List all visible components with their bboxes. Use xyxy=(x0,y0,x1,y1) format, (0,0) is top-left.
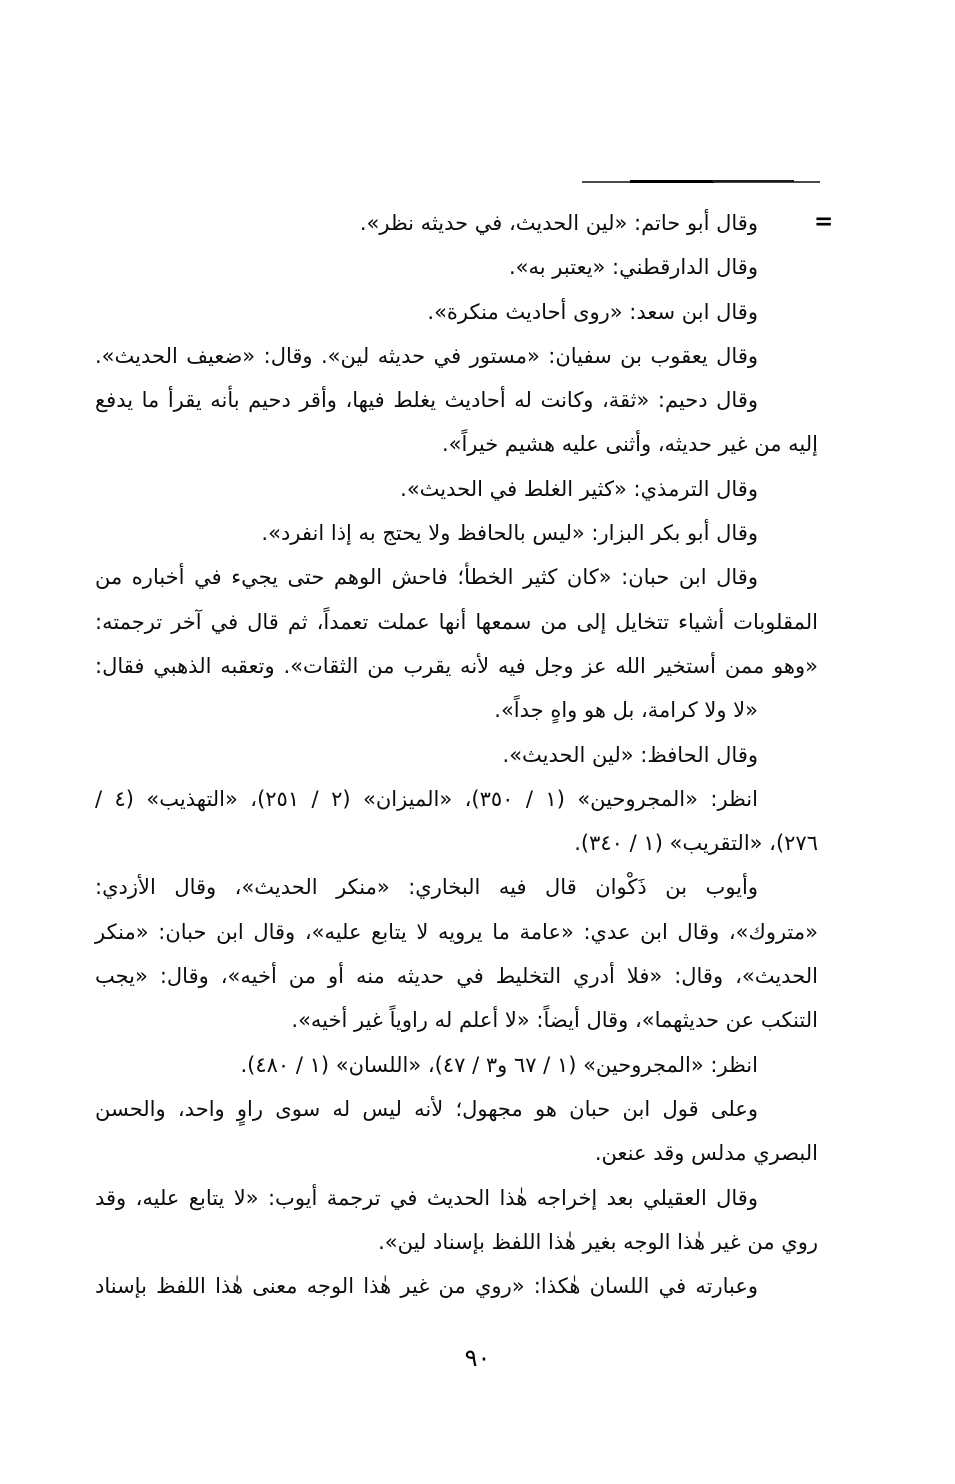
text-line: وقال أبو بكر البزار: «ليس بالحافظ ولا يحتج به إذا انفرد». xyxy=(261,521,758,546)
text-line: البصري مدلس وقد عنعن. xyxy=(594,1141,818,1166)
text-line: الحديث»، وقال: «فلا أدري التخليط في حديثه منه أو من أخيه»، وقال: «يجب xyxy=(95,964,818,989)
text-line: وقال يعقوب بن سفيان: «مستور في حديثه لين». وقال: «ضعيف الحديث». xyxy=(95,343,758,368)
text-line: وقال الحافظ: «لين الحديث». xyxy=(502,742,758,767)
text-line: انظر: «المجروحين» (١ / ٦٧ و٣ / ٤٧)، «اللسان» (١ / ٤٨٠). xyxy=(240,1052,758,1077)
text-line: انظر: «المجروحين» (١ / ٣٥٠)، «الميزان» (٢ / ٢٥١)، «التهذيب» (٤ / xyxy=(95,786,758,811)
text-line: «لا ولا كرامة، بل هو واهٍ جداً». xyxy=(494,698,758,723)
text-line: وقال الدارقطني: «يعتبر به». xyxy=(509,255,758,280)
text-line: وقال العقيلي بعد إخراجه هٰذا الحديث في ترجمة أيوب: «لا يتابع عليه، وقد xyxy=(95,1185,758,1210)
page-number: ٩٠ xyxy=(464,1344,491,1372)
footnote-separator-rule-thick-segment xyxy=(630,180,714,183)
text-line: وأيوب بن ذَكْوان قال فيه البخاري: «منكر الحديث»، وقال الأزدي: xyxy=(95,875,758,900)
footnote-separator-rule-mid-segment xyxy=(712,180,794,182)
text-line: وعبارته في اللسان هٰكذا: «روي من غير هٰذا الوجه معنى هٰذا اللفظ بإسناد xyxy=(95,1274,758,1299)
text-line: التنكب عن حديثهما»، وقال أيضاً: «لا أعلم له راوياً غير أخيه». xyxy=(291,1008,818,1033)
text-line: وعلى قول ابن حبان هو مجهول؛ لأنه ليس له سوى راوٍ واحد، والحسن xyxy=(95,1096,758,1121)
text-line: المقلوبات أشياء تتخايل إلى من سمعها أنها عملت تعمداً، ثم قال في آخر ترجمته: xyxy=(95,609,818,634)
text-line: وقال ابن سعد: «روى أحاديث منكرة». xyxy=(427,299,758,324)
text-line: وقال أبو حاتم: «لين الحديث، في حديثه نظر». xyxy=(359,211,758,235)
footnote-text-block xyxy=(95,201,818,1308)
text-line: ٢٧٦)، «التقريب» (١ / ٣٤٠). xyxy=(574,831,818,856)
text-line: وقال دحيم: «ثقة، وكانت له أحاديث يغلط فيها، وأقر دحيم بأنه يقرأ ما يدفع xyxy=(95,388,758,413)
text-line: روي من غير هٰذا الوجه بغير هٰذا اللفظ بإسناد لين». xyxy=(378,1229,818,1254)
text-line: وقال الترمذي: «كثير الغلط في الحديث». xyxy=(400,476,758,501)
text-line: «متروك»، وقال ابن عدي: «عامة ما يرويه لا يتابع عليه»، وقال ابن حبان: «منكر xyxy=(95,919,818,944)
text-line: وقال ابن حبان: «كان كثير الخطأ؛ فاحش الوهم حتى يجيء في أخباره من xyxy=(95,565,758,590)
text-line: إليه من غير حديثه، وأثنى عليه هشيم خيراً». xyxy=(441,432,818,457)
text-line: «وهو ممن أستخير الله عز وجل فيه لأنه يقرب من الثقات». وتعقبه الذهبي فقال: xyxy=(95,653,818,678)
footnote-continuation-mark: = xyxy=(814,209,834,235)
